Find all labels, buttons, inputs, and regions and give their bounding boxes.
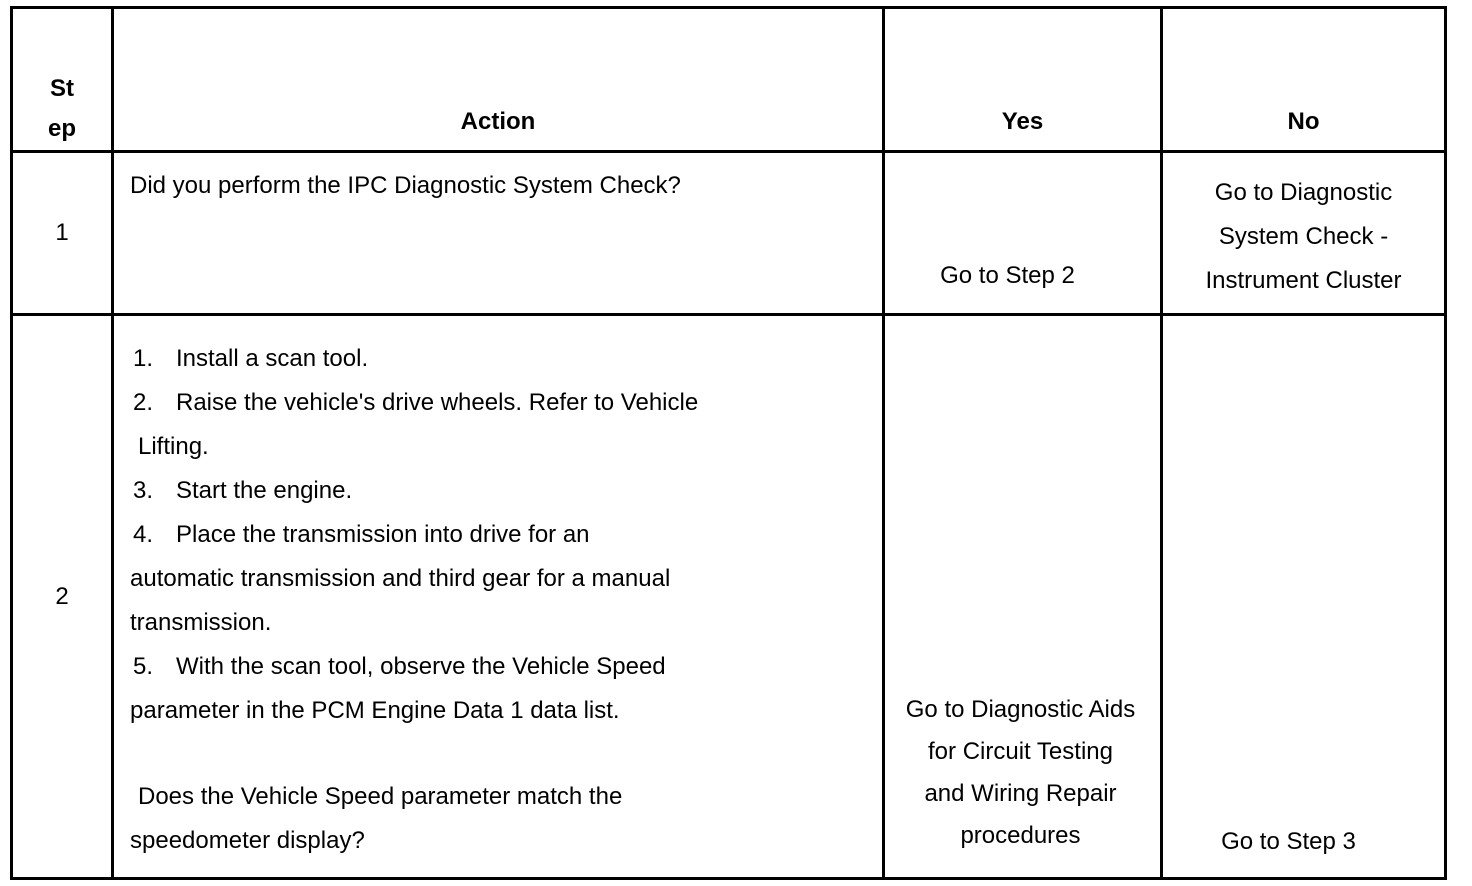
list-text: Start the engine. [176, 477, 353, 504]
action-text [113, 315, 884, 879]
action-line: parameter in the PCM Engine Data 1 data list. [130, 697, 620, 724]
list-text: With the scan tool, observe the Vehicle Speed [176, 653, 666, 680]
action-line [130, 513, 882, 557]
diagnostic-table [10, 6, 1447, 880]
list-text: Place the transmission into drive for an [176, 521, 590, 548]
list-number: 3. [133, 477, 154, 504]
header-step [12, 8, 113, 152]
action-line [130, 337, 882, 381]
action-line [130, 645, 882, 689]
yes-result-text [885, 689, 1160, 857]
no-result-line: Go to Diagnostic [1214, 179, 1393, 206]
yes-result-line: procedures [960, 822, 1081, 849]
yes-result-line: Go to Diagnostic Aids [905, 696, 1136, 723]
list-number: 4. [133, 521, 154, 548]
list-number: 5. [133, 653, 154, 680]
header-row [12, 8, 1446, 152]
step-number: 1 [12, 152, 113, 315]
no-result-text: Go to Step 3 [1221, 828, 1356, 855]
header-action: Action [113, 8, 884, 152]
yes-result-line: for Circuit Testing [928, 738, 1113, 765]
action-line: transmission. [130, 609, 272, 636]
no-result [1162, 315, 1446, 879]
step-number: 2 [12, 315, 113, 879]
table-row [12, 152, 1446, 315]
action-line [130, 381, 882, 425]
action-line: Lifting. [138, 433, 209, 460]
header-step-line1: St [50, 75, 74, 102]
list-number: 2. [133, 389, 154, 416]
list-text: Raise the vehicle's drive wheels. Refer to Vehicle [176, 389, 699, 416]
spacer [130, 733, 882, 775]
yes-result [884, 315, 1162, 879]
list-text: Install a scan tool. [176, 345, 369, 372]
action-line: automatic transmission and third gear for a manual [130, 565, 671, 592]
question-line: Does the Vehicle Speed parameter match the [138, 783, 623, 810]
header-step-line2: ep [47, 115, 76, 142]
question-line: speedometer display? [130, 827, 365, 854]
table-row [12, 315, 1446, 879]
no-result-line: System Check - [1218, 223, 1389, 250]
yes-result-line: and Wiring Repair [924, 780, 1117, 807]
yes-result: Go to Step 2 [884, 152, 1162, 315]
no-result-line: Instrument Cluster [1205, 267, 1402, 294]
header-yes: Yes [884, 8, 1162, 152]
action-line [130, 469, 882, 513]
no-result [1162, 152, 1446, 315]
list-number: 1. [133, 345, 154, 372]
action-text: Did you perform the IPC Diagnostic System Check? [113, 152, 884, 315]
header-no: No [1162, 8, 1446, 152]
